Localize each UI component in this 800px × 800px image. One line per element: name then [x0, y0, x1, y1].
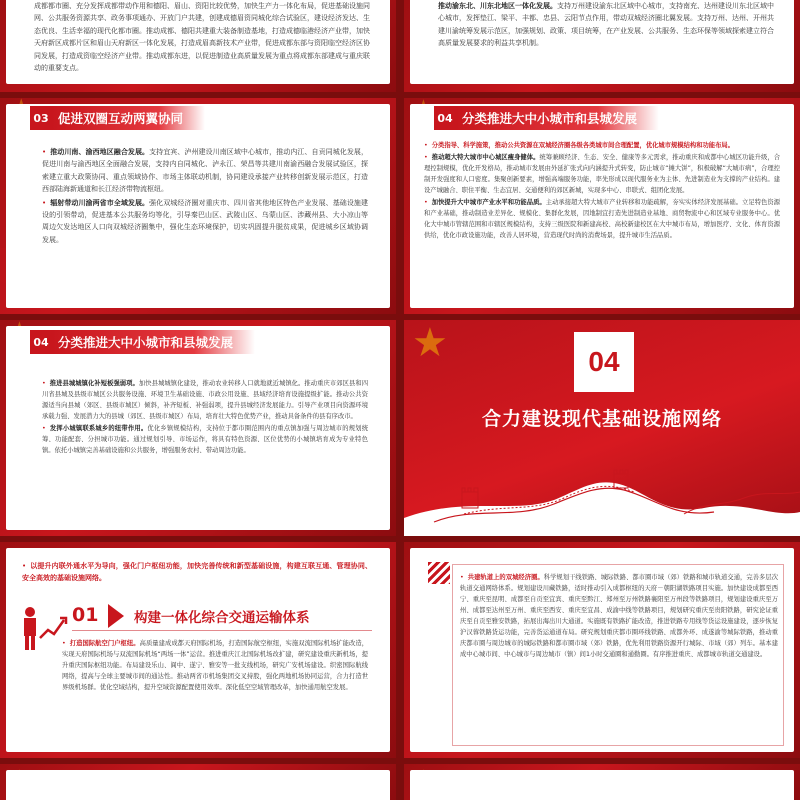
- section-title: 构建一体化综合交通运输体系: [134, 610, 310, 626]
- slide-7-intro: [22, 560, 372, 586]
- paragraph-lead: 加快提升大中城市产业水平和功能品质。: [431, 199, 546, 206]
- slide-9-partial: [0, 764, 396, 800]
- section-header: [30, 330, 255, 354]
- chapter-title: 合力建设现代基础设施网络: [481, 408, 722, 430]
- paragraph-lead: 推动川南、渝西地区融合发展。: [50, 148, 150, 156]
- slide-8-body: • 共建轨道上的双城经济圈。科学规划干线铁路、城际铁路、都市圈市域（郊）铁路和城市轨道交通，完善多层次轨道交通网络体系。规划建设川藏铁路，适时推动引入成都枢纽的天府－朝阳湖铁路项目实施。加快建设成都至西宁、重庆至昆明、成都至自贡至宜宾、重庆至黔江、郑州至万州铁路襄阳至万州段等铁路项目，规划建设重庆至万州、成都至达州至万州、重庆至西安、重庆至宜昌、成渝中线等铁路项目，规划研究重庆至贵阳铁路，研究论证重庆至自贡至雅安铁路，拓展出海出川大通道。实施既有铁路扩能改造，推进铁路专用线等货运设施建设，逐步恢复沪汉蓉铁路货运功能，完善货运通道布局。研究规划重庆都市圈环线铁路、成都外环、成遂渝等城际铁路，推动重庆都市圈与周边城市的城际铁路和都市圈市域（郊）铁路，优先利用铁路资源开行城际、市域（郊）列车。基本建成中心城市间、中心城市与周边城市（镇）间1小时交通圈和通勤圈。有序推进重庆、成都城市轨道交通建设。: [460, 572, 778, 661]
- slide-5: [0, 320, 396, 536]
- paragraph-lead: 共建轨道上的双城经济圈。: [467, 574, 544, 581]
- arrow-icon: [108, 604, 124, 628]
- great-wall-illustration: [404, 426, 800, 536]
- chapter-number: 04: [588, 346, 620, 377]
- decor-stripes: [428, 562, 450, 584]
- slide-4-body: • 分类指导、科学施策，推动公共资源在双城经济圈各级各类城市间合理配置，优化城市规模结构和功能布局。 • 推动超大特大城市中心城区瘦身健体。统筹兼顾经济、生态、安全、健康等多元需求，推动重庆和成都中心城区功能升级，合理控制规模，优化开发格局，推动城市发展由外延扩张式向内涵提升式转变，防止城市“摊大饼”，积极破解“大城市病”，合理控制开发强度和人口密度。集聚创新要素，增强高端服务功能，率先形成以现代服务业为主体、先进制造业为支撑的产业结构。建设产城融合、职住平衡、生态宜居、交通便利的郊区新城，实现多中心、串联式、组团化发展。 • 加快提升大中城市产业水平和功能品质。主动承接超大特大城市产业转移和功能疏解，夯实实体经济发展基础。立足特色资源和产业基础，推动制造业差异化、规模化、集群化发展，因地制宜打造先进制造业基地、商贸物流中心和区域专业服务中心。优化大中城市管辖范围和市辖区规模结构，支持三级医院和新建高校、高校新建校区在大中城市布局，增加医疗、文化、体育资源供给，优化市政设施功能，改善人居环境，营造现代时尚的消费场景，提升城市生活品质。: [424, 140, 780, 242]
- paragraph-lead: 打造国际航空门户枢纽。: [69, 640, 140, 647]
- section-header: [30, 106, 205, 130]
- paragraph-lead: 推进县城城镇化补短板强弱项。: [49, 380, 139, 387]
- slide-2-text: 推动渝东北、川东北地区一体化发展。支持万州建设渝东北区域中心城市，支持南充、达州建设川东北区域中心城市，发挥垫江、梁平、丰都、忠县、云阳节点作用，带动双城经济圈北翼发展。支持万州、达州、开州共建川渝统筹发展示范区，加强规划、政策、项目统筹，在产业发展、公共服务、生态环保等领域探索建立符合高质量发展要求的利益共享机制。: [438, 2, 774, 48]
- slide-7: [0, 542, 396, 758]
- intro-highlight: 分类指导、科学施策，推动公共资源在双城经济圈各级各类城市间合理配置，优化城市规模结构和功能布局。: [431, 142, 734, 149]
- section-title: 分类推进大中小城市和县城发展: [52, 330, 255, 354]
- section-number: 04: [30, 330, 52, 354]
- section-number: 01: [72, 604, 99, 626]
- section-title: 分类推进大中小城市和县城发展: [456, 106, 659, 130]
- slide-5-body: • 推进县城城镇化补短板强弱项。加快县城城镇化建设，推动农业转移人口就地就近城镇化。推动重庆市郊区县和四川省县城及县级市城区公共服务设施、环境卫生基础设施、市政公用设施、县域经济培育设施提级扩能。推动公共资源适当向县城（郊区、县级市城区）倾斜，补齐短板、补强弱项，提升县城经济发展能力。引导产业项目向资源环境承载力强、发展潜力大的县城（郊区、县级市城区）布局，培育壮大特色优势产业，推动具备条件的县有序改市。 • 发挥小城镇联系城乡的纽带作用。优化乡镇规模结构，支持位于都市圈范围内的重点镇加强与周边城市的规划统筹、功能配套、分担城市功能。通过规划引导、市场运作，将具有特色资源、区位优势的小城镇培育成为专业特色镇。依托小城镇完善基础设施和公共服务，增强服务农村、带动周边功能。: [42, 378, 368, 457]
- slide-8: [404, 542, 800, 758]
- section-underline: [72, 630, 372, 631]
- slide-1: [0, 0, 396, 92]
- slide-1-text: 成都都市圈、充分发挥成都带动作用和德阳、眉山、资阳比较优势，加快生产力一体化布局，促进基础设施同网、公共服务资源共享、政务事项通办、开放门户共建，创建成德眉资同城化综合试验区，建设经济发达、生态优良、生活幸福的现代化都市圈。推动成都、德阳共建重大装备制造基地，打造成德临港经济产业带，加快天府新区成都片区和眉山天府新区一体化发展，打造成眉高新技术产业带，促进成都东部与资阳临空经济区协同发展，打造成资临空经济产业带。推动成都东进，以促进制造业高质量发展为重点将成都东部建成与重庆联动的重要支点。: [34, 2, 370, 73]
- section-number: 04: [434, 106, 456, 130]
- paragraph-lead: 辐射带动川渝两省市全域发展。: [50, 198, 150, 207]
- intro-highlight: 以提升内联外通水平为导向，强化门户枢纽功能，加快完善传统和新型基础设施，构建互联互通、管理协同、安全高效的基础设施网络。: [22, 562, 372, 583]
- slide-3: [0, 98, 396, 314]
- slide-7-body: • 打造国际航空门户枢纽。高质量建成成都天府国际机场，打造国际航空枢纽，实施双流国际机场扩能改造，实现天府国际机场与双流国际机场“两场一体”运营。推进重庆江北国际机场改扩建，研究建设重庆新机场，提升重庆国际枢纽功能。布局建设乐山、阆中、遂宁、雅安等一批支线机场，研究广安机场建设。织密国际航线网络，提高与全球主要城市间的通达性。推动两省市机场集团交叉持股，强化两地机场协同运营，合力打造世界级机场群。优化空域结构，提升空域资源配置使用效率。深化低空空域管理改革，加快通用航空发展。: [62, 638, 368, 694]
- slide-6-chapter-cover: ★ 04 合力建设现代基础设施网络: [404, 320, 800, 536]
- section-number: 03: [30, 106, 52, 130]
- chapter-number-box: [574, 332, 634, 392]
- slide-4: [404, 98, 800, 314]
- section-header: [434, 106, 659, 130]
- paragraph-lead: 发挥小城镇联系城乡的纽带作用。: [49, 425, 148, 432]
- slide-10-partial: [404, 764, 800, 800]
- section-title: 促进双圈互动两翼协同: [52, 106, 205, 130]
- paragraph-lead: 推动超大特大城市中心城区瘦身健体。: [431, 154, 540, 161]
- slide-3-body: • 推动川南、渝西地区融合发展。支持宜宾、泸州建设川南区域中心城市，推动内江、自贡同城化发展，促进川南与渝西地区全面融合发展，支持内自同城化、泸永江、荣昌等共建川南渝西融合发展试验区，探索建立重大政策协同、重点领域协作、市场主体联动机制，协同建设承接产业转移创新发展示范区，打造西部陆海新通道和长江经济带物流枢纽。 • 辐射带动川渝两省市全域发展。强化双城经济圈对重庆市、四川省其他地区特色产业发展、基础设施建设的引领带动，促进基本公共服务均等化，引导秦巴山区、武陵山区、乌蒙山区、涉藏州县、大小凉山等周边欠发达地区人口向双城经济圈集中，强化生态环境保护，切实巩固提升脱贫成果，促进城乡区域协调发展。: [42, 146, 368, 247]
- growth-chart-person-icon: [18, 594, 68, 654]
- slide-2-lead: 推动渝东北、川东北地区一体化发展。: [438, 2, 557, 10]
- slide-2: [404, 0, 800, 92]
